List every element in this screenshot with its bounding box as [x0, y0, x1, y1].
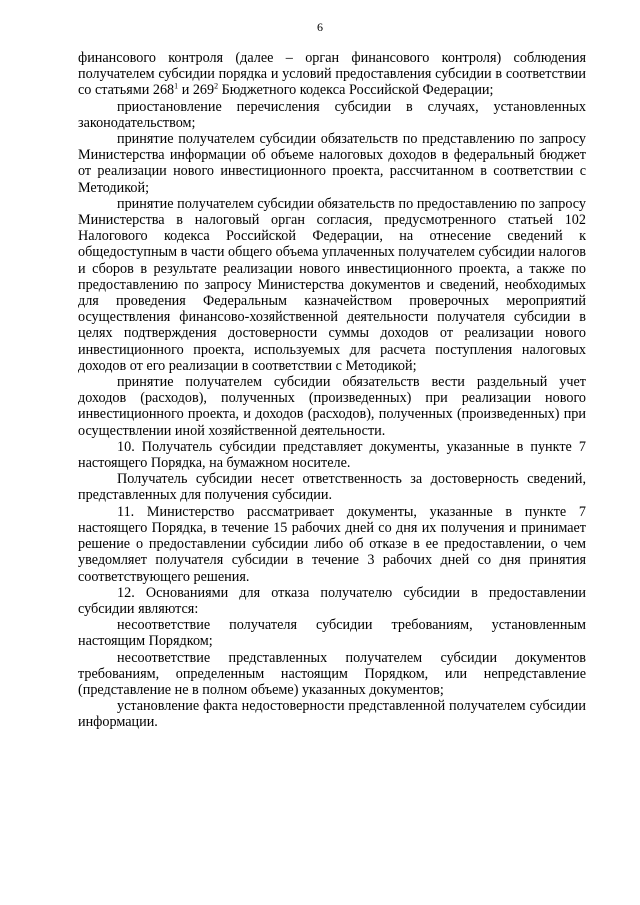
paragraph-continuation — [78, 50, 586, 99]
superscript: 2 — [214, 81, 219, 91]
paragraph: принятие получателем субсидии обязательств по представлению по запросу Министерства информации об объеме налоговых доходов в федеральный бюджет от реализации нового инвестиционного проекта, рассчитанном в соответствии с Методикой; — [78, 131, 586, 196]
paragraph: 10. Получатель субсидии представляет документы, указанные в пункте 7 настоящего Порядка, на бумажном носителе. — [78, 438, 586, 472]
page-number: 6 — [317, 20, 323, 34]
paragraph: установление факта недостоверности представленной получателем субсидии информации. — [78, 698, 586, 731]
paragraph: несоответствие получателя субсидии требованиям, установленным настоящим Порядком; — [78, 617, 586, 650]
paragraph-text: Бюджетного кодекса Российской Федерации; — [218, 82, 494, 99]
paragraph-text: и 269 — [178, 82, 215, 99]
paragraph: Получатель субсидии несет ответственность за достоверность сведений, представленных для получения субсидии. — [78, 471, 586, 504]
paragraph-text: финансового контроля (далее – орган финансового контроля) соблюдения получателем субсидии порядка и условий предоставления субсидии в соответствии со статьями 268 — [78, 50, 586, 99]
paragraph: 11. Министерство рассматривает документы, указанные в пункте 7 настоящего Порядка, в течение 15 рабочих дней со дня их получения и принимает решение о предоставлении субсидии либо об отказе в ее предоставлении, о чем уведомляет получателя субсидии в течение 3 рабочих дней со дня принятия соответствующего решения. — [78, 503, 586, 585]
paragraph: 12. Основаниями для отказа получателю субсидии в предоставлении субсидии являются: — [78, 584, 586, 617]
document-body — [78, 50, 586, 731]
paragraph: принятие получателем субсидии обязательств вести раздельный учет доходов (расходов), полученных (произведенных) при реализации нового инвестиционного проекта, и доходов (расходов), полученных (произведенных) при осуществлении иной хозяйственной деятельности. — [78, 374, 586, 439]
paragraph: несоответствие представленных получателем субсидии документов требованиям, определенным настоящим Порядком, или непредставление (представление не в полном объеме) указанных документов; — [78, 649, 586, 698]
paragraph: принятие получателем субсидии обязательств по предоставлению по запросу Министерства в налоговый орган согласия, предусмотренного статьей 102 Налогового кодекса Российской Федерации, на отнесение сведений к общедоступным в части общего объема уплаченных получателем субсидии налогов и сборов в результате реализации нового инвестиционного проекта, а также по предоставлению по запросу Министерства документов и сведений, необходимых для проведения Федеральным казначейством проверочных мероприятий осуществления финансово-хозяйственной деятельности получателя субсидии в целях подтверждения достоверности суммы доходов от реализации нового инвестиционного проекта, используемых для расчета поступления налоговых доходов от его реализации в соответствии с Методикой; — [78, 195, 586, 374]
superscript: 1 — [174, 81, 179, 91]
paragraph: приостановление перечисления субсидии в случаях, установленных законодательством; — [78, 98, 586, 131]
